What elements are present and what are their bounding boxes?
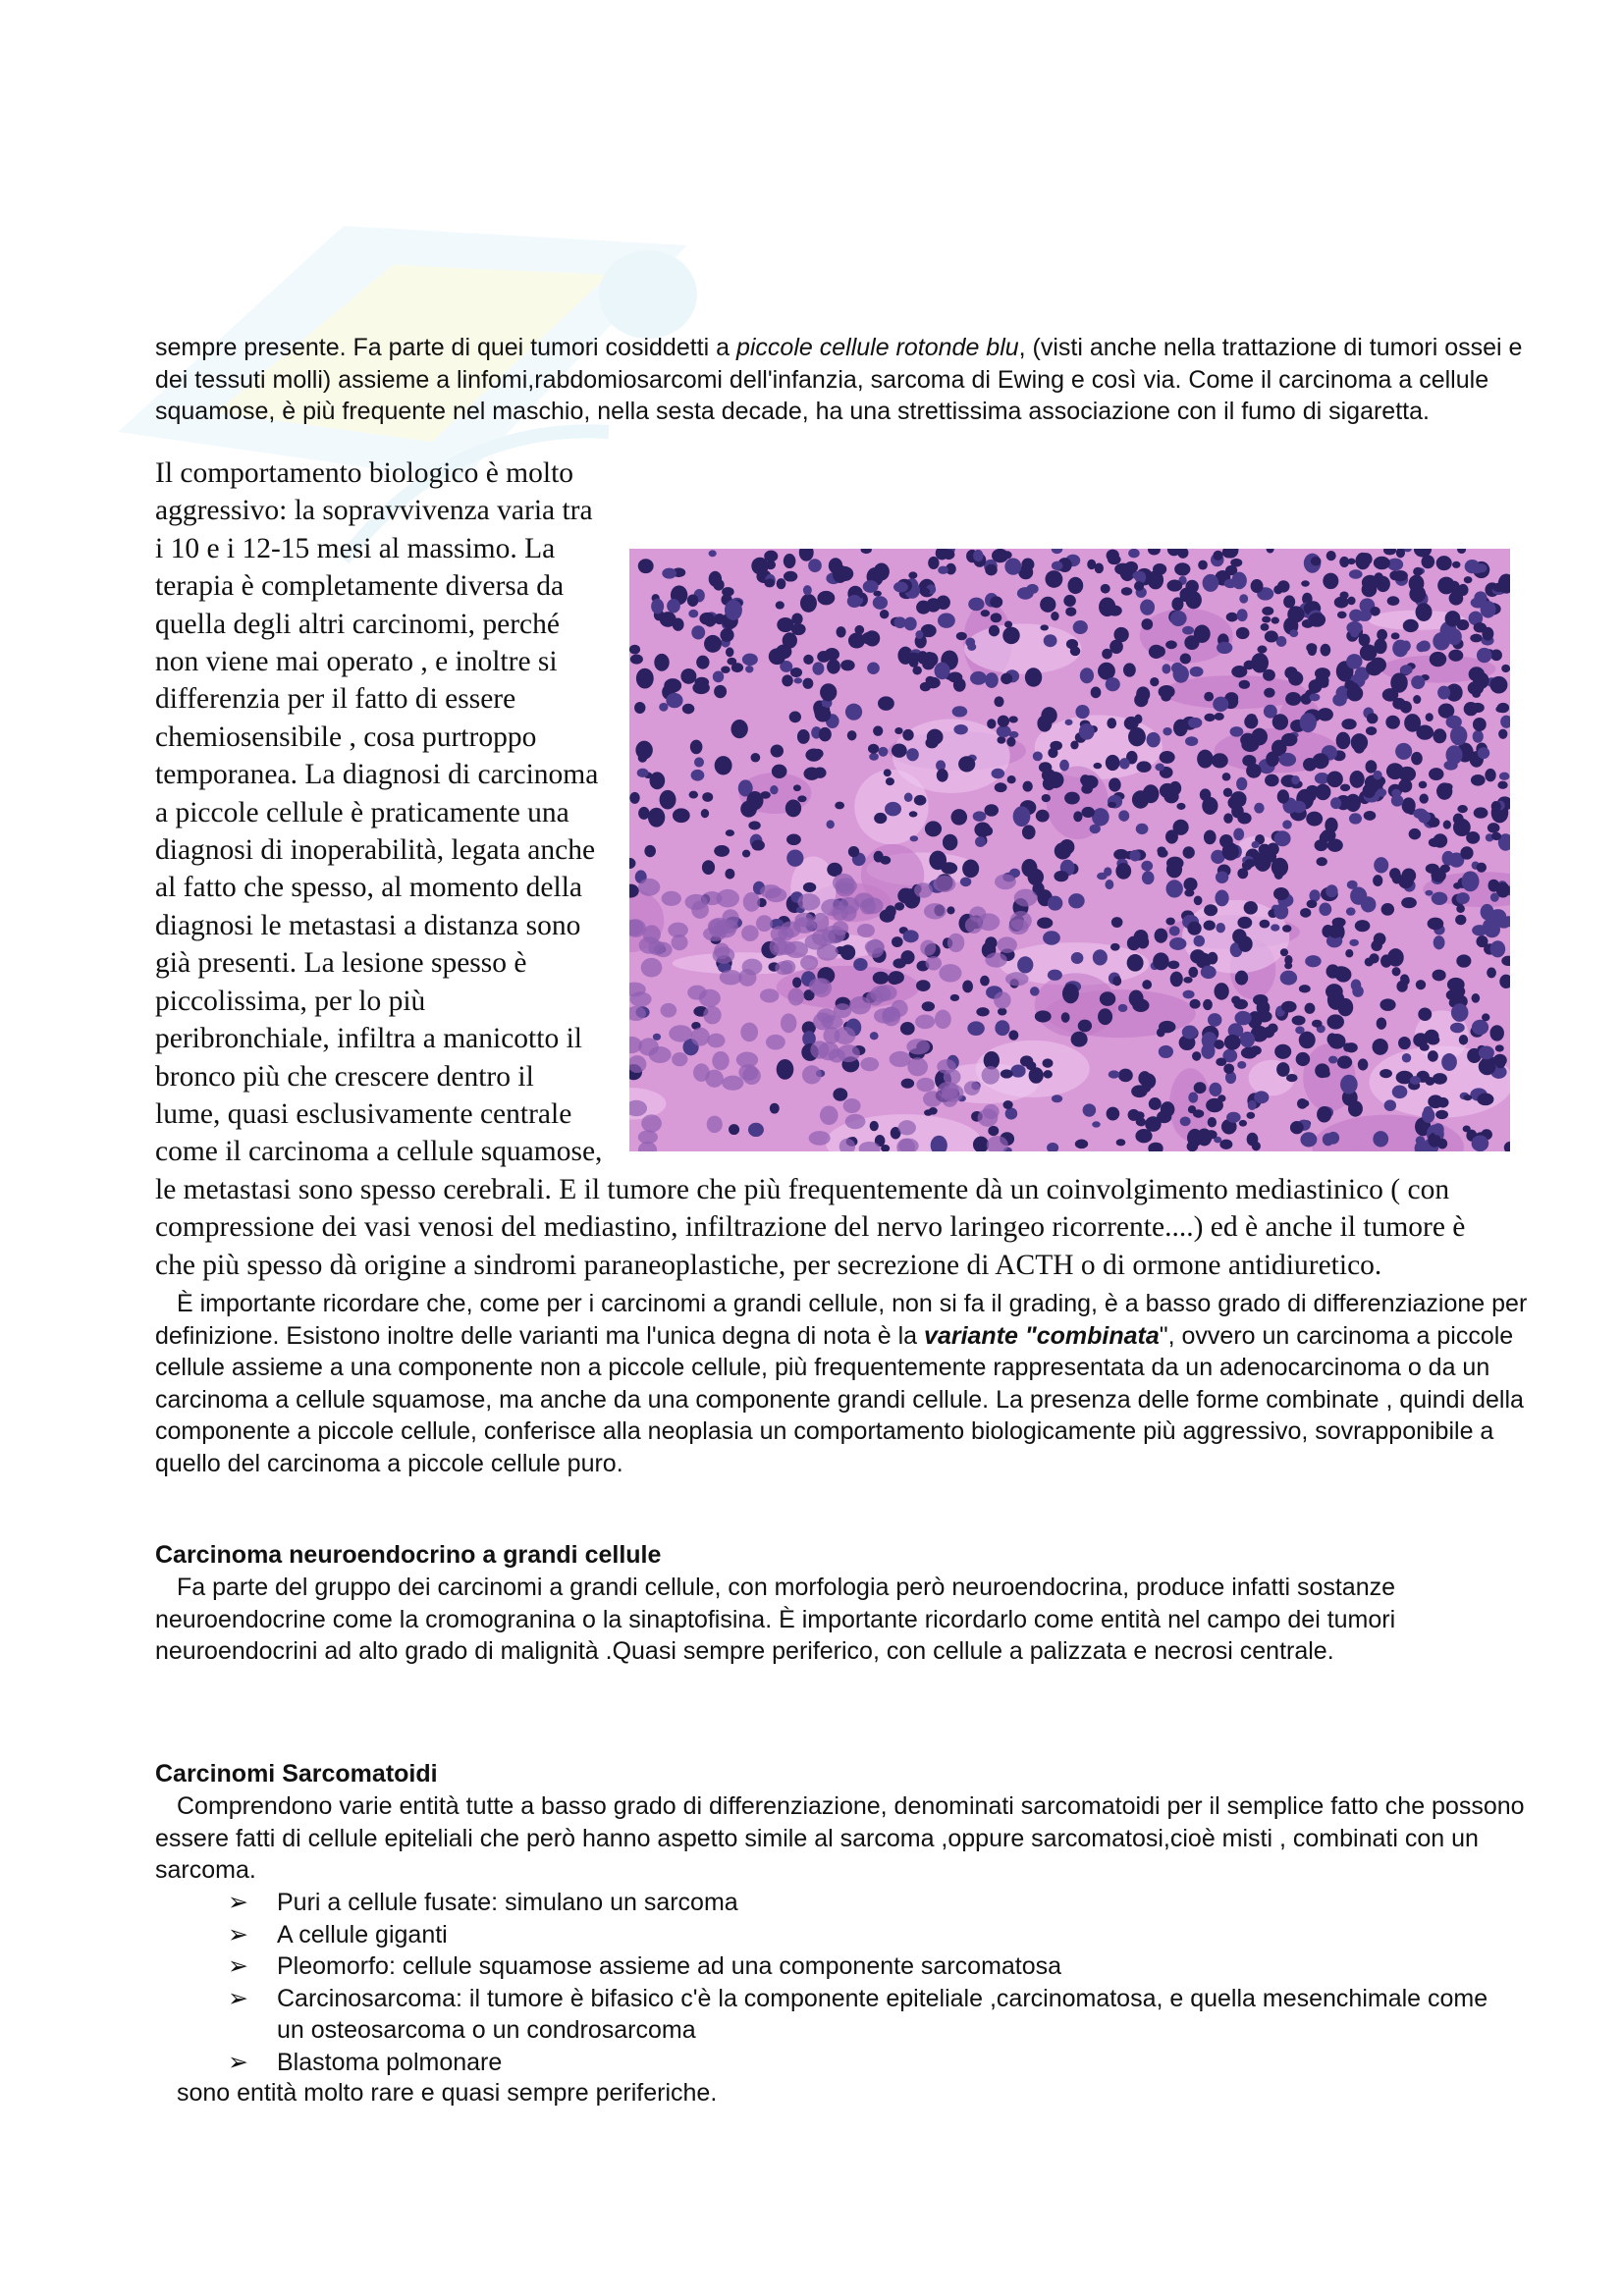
sarco-paragraph: Comprendono varie entità tutte a basso grado di differenziazione, denominati sarcomatoidi per il semplice fatto che possono essere fatti di cellule epiteliali che però hanno aspetto simile al sarcoma ,oppure sarcomatosi,cioè misti , combinati con un sarcoma. — [155, 1792, 1525, 1885]
bullet-arrow-icon: ➢ — [228, 1984, 248, 2012]
sarco-list — [228, 1887, 1504, 2079]
bullet-arrow-icon: ➢ — [228, 1920, 248, 1949]
histology-micrograph — [629, 549, 1510, 1151]
biology-paragraph: Il comportamento biologico è molto aggressivo: la sopravvivenza varia tra i 10 e i 12-15 mesi al massimo. La terapia è completamente diversa da quella degli altri carcinomi, perché non viene mai operato , e inoltre si differenzia per il fatto di essere chemiosensibile , cosa purtroppo temporanea. La diagnosi di carcinoma a piccole cellule è praticamente una diagnosi di inoperabilità, legata anche al fatto che spesso, al momento della diagnosi le metastasi a distanza sono già presenti. La lesione spesso è piccolissima, per lo più peribronchiale, infiltra a manicotto il bronco più che crescere dentro il lume, quasi esclusivamente centrale come il carcinoma a cellule squamose, le metastasi sono spesso cerebrali. E il tumore che più frequentemente dà un coinvolgimento mediastinico ( con compressione dei vasi venosi del mediastino, infiltrazione del nervo laringeo ricorrente....) ed è anche il tumore è che più spesso dà origine a sindromi paraneoplastiche, per secrezione di ACTH o di ormone antidiuretico. — [155, 454, 1510, 1284]
bullet-arrow-icon: ➢ — [228, 2048, 248, 2076]
bullet-arrow-icon: ➢ — [228, 1889, 248, 1916]
bullet-arrow-icon: ➢ — [228, 1952, 248, 1981]
sarco-closing: sono entità molto rare e quasi sempre periferiche. — [177, 2079, 718, 2107]
sarco-heading: Carcinomi Sarcomatoidi — [155, 1760, 438, 1788]
list-item: ➢ Pleomorfo: cellule squamose assieme ad una componente sarcomatosa — [228, 1950, 1504, 1983]
neuro-paragraph: Fa parte del gruppo dei carcinomi a grandi cellule, con morfologia però neuroendocrina, produce infatti sostanze neuroendocrine come la cromogranina o la sinaptofisina. È importante ricordarlo come entità nel campo dei tumori neuroendocrini ad alto grado di malignità .Quasi sempre periferico, con cellule a palizzata e necrosi centrale. — [155, 1574, 1396, 1666]
neuro-heading: Carcinoma neuroendocrino a grandi cellule — [155, 1541, 662, 1569]
list-item: ➢ Puri a cellule fusate: simulano un sarcoma — [228, 1887, 1504, 1919]
list-item: ➢ Carcinosarcoma: il tumore è bifasico c'è la componente epiteliale ,carcinomatosa, e quella mesenchimale come un osteosarcoma o un condrosarcoma — [228, 1984, 1488, 2045]
grading-paragraph: È importante ricordare che, come per i carcinomi a grandi cellule, non si fa il grading, è a basso grado di differenziazione per definizione. Esistono inoltre delle varianti ma l'unica degna di nota è la variante "combinata", ovvero un carcinoma a piccole cellule assieme a una componente non a piccole cellule, più frequentemente rappresentata da un adenocarcinoma o da un carcinoma a cellule squamose, ma anche da una componente grandi cellule. La presenza delle forme combinate , quindi della componente a piccole cellule, conferisce alla neoplasia un comportamento biologicamente più aggressivo, sovrapponibile a quello del carcinoma a piccole cellule puro. — [155, 1290, 1528, 1477]
list-item: ➢ Blastoma polmonare — [228, 2047, 1504, 2079]
list-item: ➢ A cellule giganti — [228, 1919, 1504, 1951]
intro-paragraph: sempre presente. Fa parte di quei tumori cosiddetti a piccole cellule rotonde blu, (visti anche nella trattazione di tumori ossei e dei tessuti molli) assieme a linfomi,rabdomiosarcomi dell'infanzia, sarcoma di Ewing e così via. Come il carcinoma a cellule squamose, è più frequente nel maschio, nella sesta decade, ha una strettissima associazione con il fumo di sigaretta. — [155, 334, 1523, 426]
